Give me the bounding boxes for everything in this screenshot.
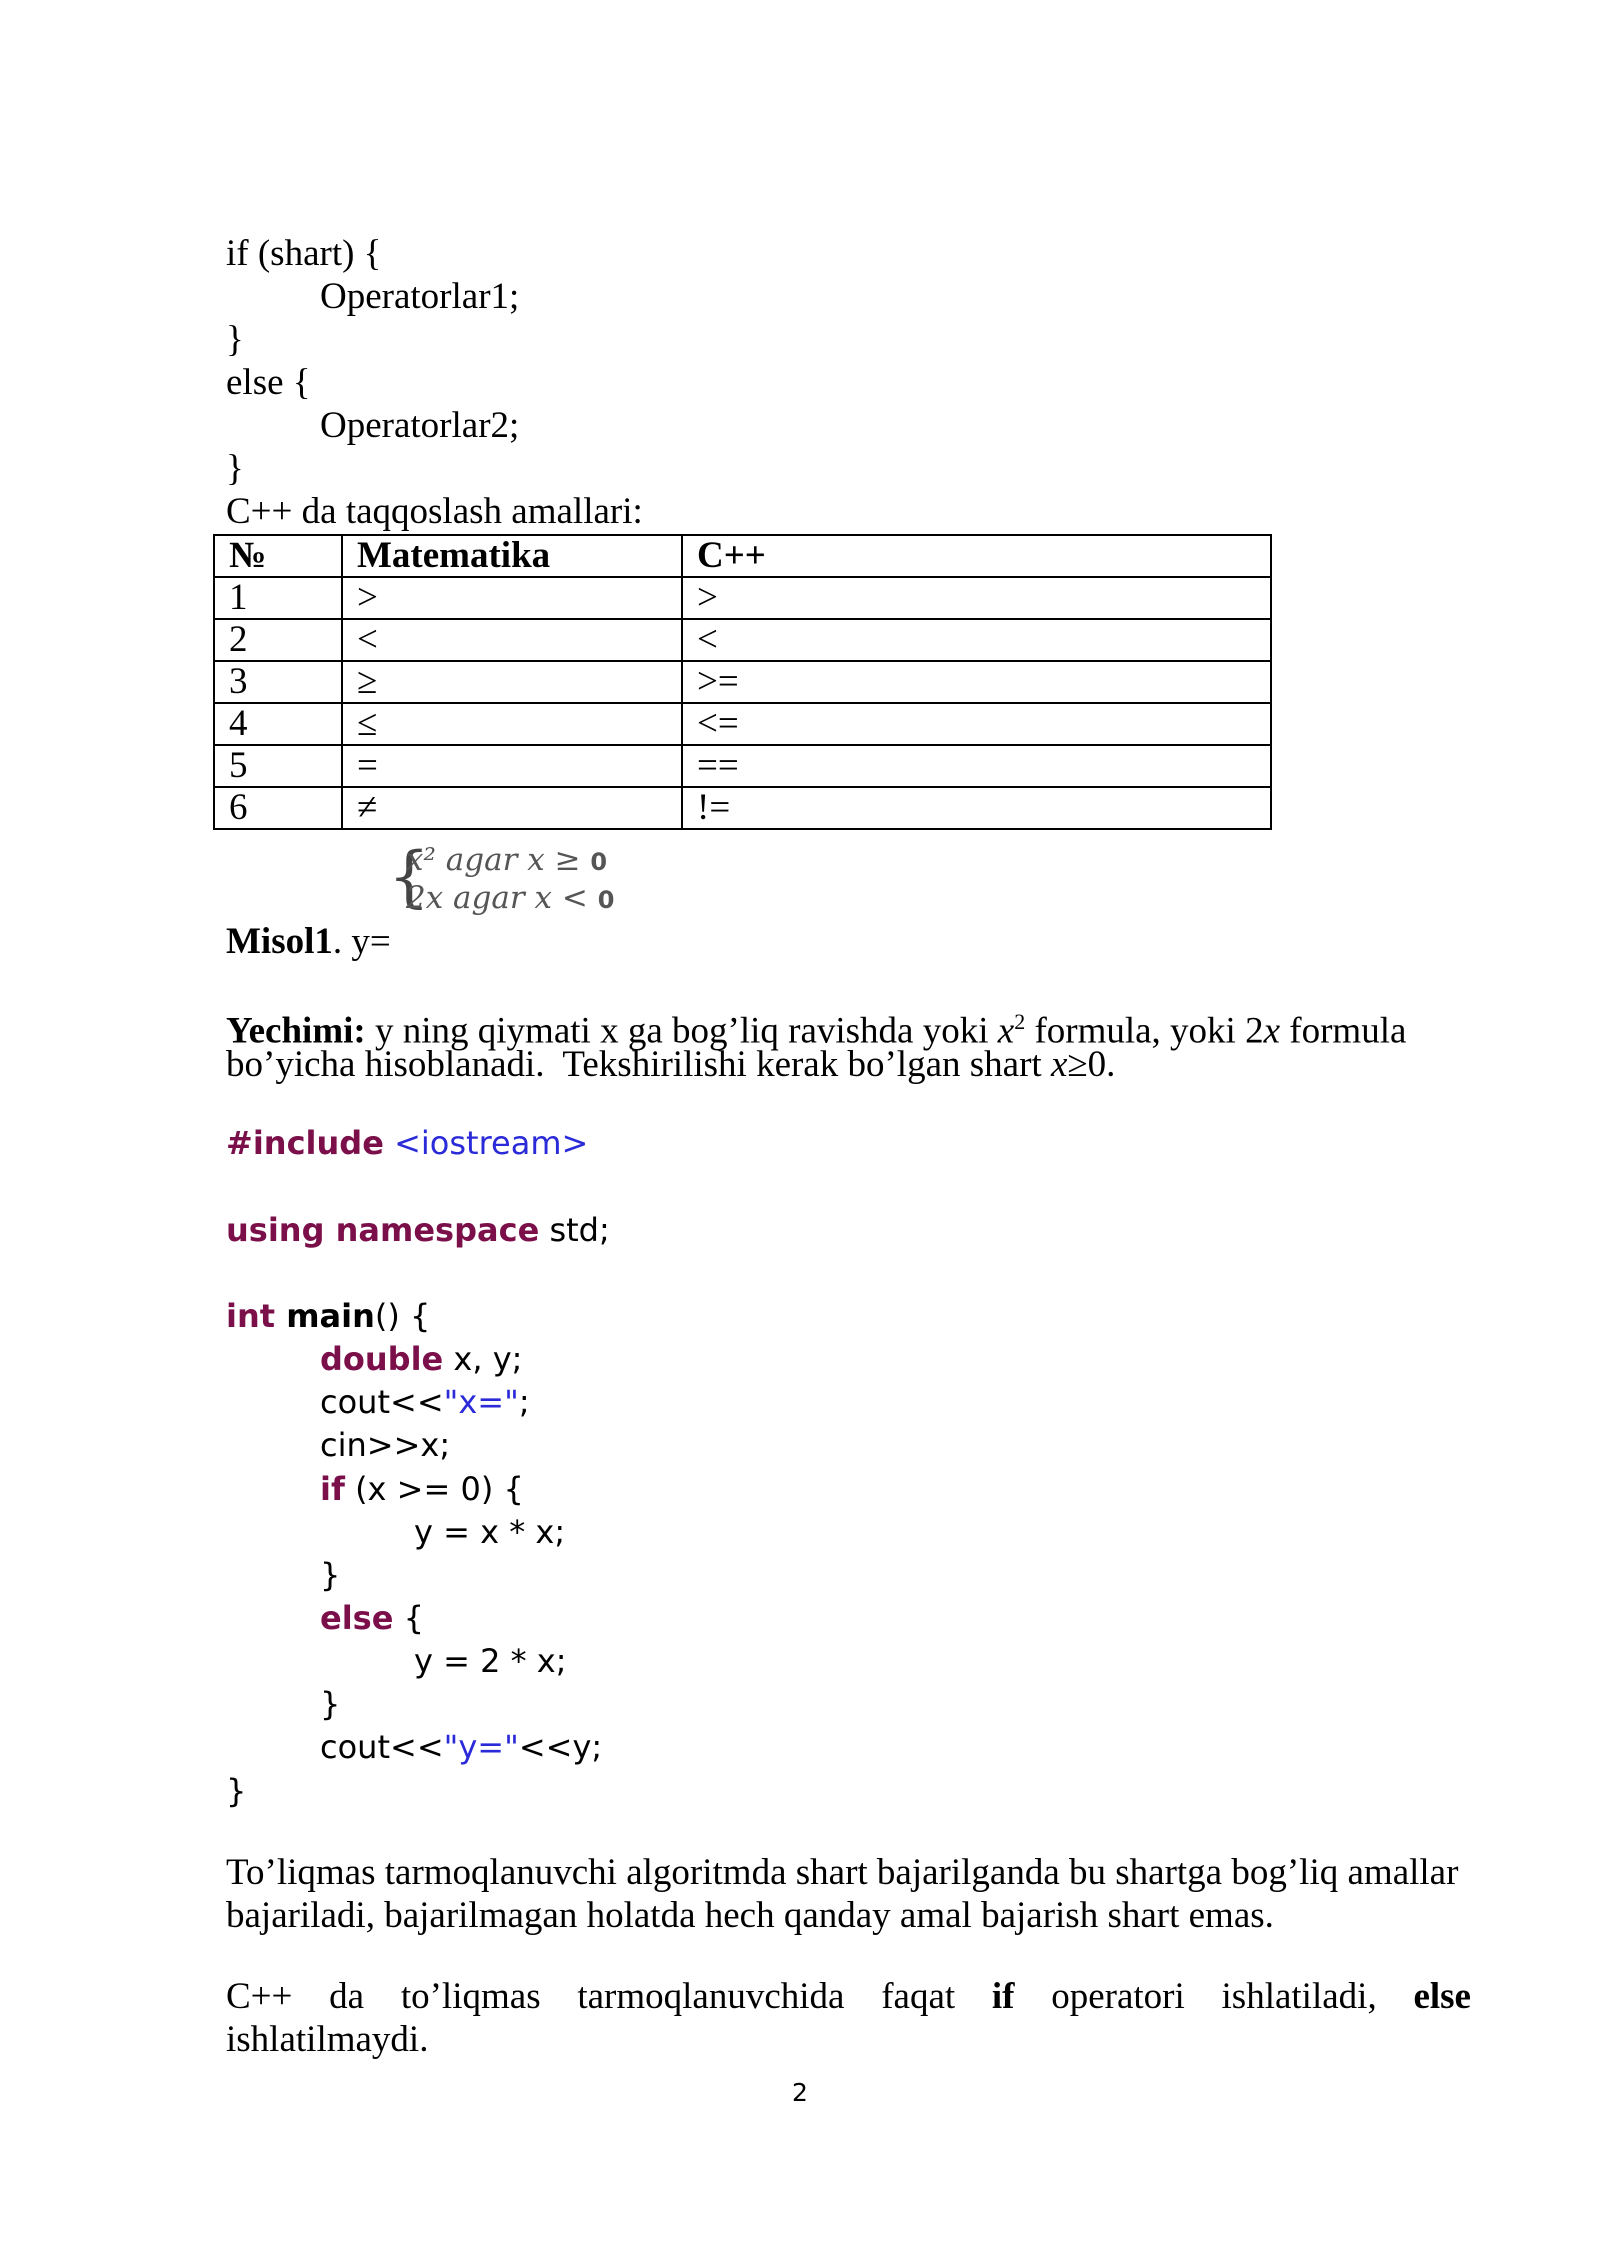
table-row — [214, 661, 1271, 703]
code-if — [320, 1468, 524, 1511]
page-number: 2 — [792, 2078, 808, 2107]
paragraph-1-line-1: To’liqmas tarmoqlanuvchi algoritmda shart bajarilganda bu shartga bog’liq amallar — [226, 1852, 1459, 1893]
table-cell: < — [342, 619, 682, 661]
table-cell: ≤ — [342, 703, 682, 745]
code-text: cout<< — [320, 1728, 444, 1766]
code-close-main: } — [226, 1772, 247, 1810]
comparison-table — [213, 534, 1272, 830]
code-keyword: using namespace — [226, 1211, 540, 1249]
code-cin: cin>>x; — [320, 1426, 451, 1464]
code-keyword: else — [320, 1599, 394, 1637]
code-else — [320, 1597, 424, 1640]
brace-symbol: { — [388, 838, 430, 915]
formula-expr: 2x agar x < — [406, 880, 598, 916]
solution-text: y ning qiymati x ga bog’liq ravishda yoki — [365, 1010, 998, 1052]
formula-zero: 0 — [597, 886, 615, 914]
syntax-line-close1: } — [226, 319, 244, 360]
table-header-row — [214, 535, 1271, 577]
table-row — [214, 703, 1271, 745]
code-include — [226, 1122, 588, 1165]
syntax-line-else: else { — [226, 362, 311, 403]
paragraph-word: da — [329, 1976, 365, 2017]
table-cell: 5 — [214, 745, 342, 787]
solution-text: formula — [1280, 1010, 1407, 1052]
table-cell: ≠ — [342, 787, 682, 829]
formula-line-1 — [406, 842, 607, 878]
paragraph-word: operatori — [1051, 1976, 1185, 2017]
table-cell: ≥ — [342, 661, 682, 703]
paragraph-2-line-2: ishlatilmaydi. — [226, 2019, 429, 2060]
table-cell: != — [682, 787, 1271, 829]
code-using — [226, 1209, 610, 1252]
solution-line-2 — [226, 1043, 1115, 1086]
paragraph-word: tarmoqlanuvchida — [577, 1976, 845, 2017]
code-string: "x=" — [443, 1383, 519, 1421]
code-text: (x >= 0) { — [344, 1470, 524, 1508]
table-row — [214, 745, 1271, 787]
example-text: . y= — [332, 921, 391, 962]
table-caption: C++ da taqqoslash amallari: — [226, 491, 643, 532]
code-close-if: } — [320, 1556, 341, 1594]
code-string: "y=" — [443, 1728, 519, 1766]
paragraph-word: faqat — [881, 1976, 956, 2017]
solution-var: x — [997, 1010, 1015, 1052]
paragraph-word: C++ — [226, 1976, 293, 2017]
syntax-line-operators2: Operatorlar2; — [320, 405, 520, 446]
example-heading — [226, 920, 391, 963]
code-double — [320, 1338, 522, 1381]
code-function: main — [275, 1297, 375, 1335]
solution-text: formula, yoki 2 — [1025, 1010, 1264, 1052]
paragraph-1-line-2: bajariladi, bajarilmagan holatda hech qanday amal bajarish shart emas. — [226, 1895, 1274, 1936]
solution-var: x — [1263, 1010, 1281, 1052]
code-keyword: if — [320, 1470, 345, 1508]
code-text: () { — [374, 1297, 431, 1335]
syntax-line-operators1: Operatorlar1; — [320, 276, 520, 317]
code-y-square: y = x * x; — [414, 1513, 566, 1551]
solution-label: Yechimi: — [226, 1010, 366, 1052]
paragraph-2-line-1 — [226, 1975, 1471, 2018]
table-cell: 2 — [214, 619, 342, 661]
code-main — [226, 1295, 430, 1338]
code-text: <<y; — [518, 1728, 603, 1766]
table-cell: = — [342, 745, 682, 787]
solution-text: bo’yicha hisoblanadi. Tekshirilishi kerak bo’lgan shart — [226, 1044, 1051, 1085]
code-text: ; — [518, 1383, 530, 1421]
syntax-line-if: if (shart) { — [226, 233, 382, 274]
code-cout-y — [320, 1726, 602, 1769]
paragraph-keyword: if — [991, 1976, 1015, 2017]
code-text: { — [393, 1599, 424, 1637]
table-row — [214, 619, 1271, 661]
table-header: Matematika — [342, 535, 682, 577]
code-text: std; — [539, 1211, 610, 1249]
table-cell: > — [682, 577, 1271, 619]
table-cell: 6 — [214, 787, 342, 829]
piecewise-formula — [388, 838, 648, 920]
paragraph-keyword: else — [1413, 1976, 1471, 2017]
code-text: cout<< — [320, 1383, 444, 1421]
code-library: <iostream> — [383, 1124, 589, 1162]
paragraph-word: to’liqmas — [400, 1976, 541, 2017]
formula-zero: 0 — [590, 848, 608, 876]
solution-var: x — [1050, 1044, 1068, 1085]
code-y-double: y = 2 * x; — [414, 1642, 567, 1680]
solution-superscript: 2 — [1014, 1009, 1026, 1034]
table-cell: < — [682, 619, 1271, 661]
code-close-else: } — [320, 1685, 341, 1723]
table-row — [214, 787, 1271, 829]
table-cell: 1 — [214, 577, 342, 619]
table-cell: 3 — [214, 661, 342, 703]
code-cout-x — [320, 1381, 530, 1424]
table-header: № — [214, 535, 342, 577]
table-cell: == — [682, 745, 1271, 787]
code-keyword: #include — [226, 1124, 384, 1162]
syntax-line-close2: } — [226, 448, 244, 489]
solution-text: ≥0. — [1067, 1044, 1116, 1085]
formula-expr: x² agar x ≥ — [406, 842, 591, 878]
table-cell: 4 — [214, 703, 342, 745]
table-cell: >= — [682, 661, 1271, 703]
code-keyword: int — [226, 1297, 276, 1335]
table-header: C++ — [682, 535, 1271, 577]
code-keyword: double — [320, 1340, 444, 1378]
formula-line-2 — [406, 880, 614, 916]
table-cell: > — [342, 577, 682, 619]
table-row — [214, 577, 1271, 619]
table-cell: <= — [682, 703, 1271, 745]
example-label: Misol1 — [226, 921, 333, 962]
paragraph-word: ishlatiladi, — [1221, 1976, 1377, 2017]
code-text: x, y; — [443, 1340, 523, 1378]
